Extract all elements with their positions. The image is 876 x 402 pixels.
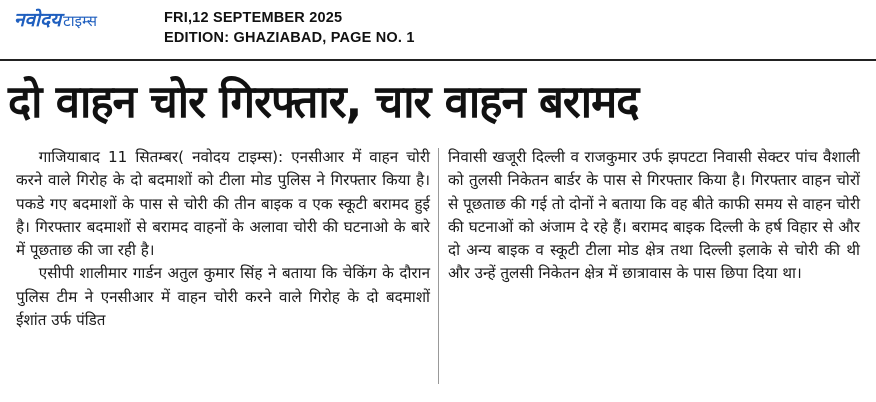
column-divider [438, 148, 439, 384]
logo-sub-text: टाइम्स [63, 12, 97, 30]
publication-date: FRI,12 SEPTEMBER 2025 [164, 10, 343, 26]
masthead [0, 0, 876, 60]
article-headline: दो वाहन चोर गिरफ्तार, चार वाहन बरामद [8, 75, 639, 128]
edition-info: EDITION: GHAZIABAD, PAGE NO. 1 [164, 30, 415, 46]
article-paragraph: निवासी खजूरी दिल्ली व राजकुमार उर्फ झपटटा निवासी सेक्टर पांच वैशाली को तुलसी निकेतन बार्डर के पास से गिरफ्तार किया है। गिरफ्तार वाहन चोरों से पूछताछ की गई तो दोनों ने बताया कि वह बीते काफी समय से वाहन चोरी की घटनाओं को अंजाम दे रहे हैं। बरामद बाइक दिल्ली के हर्ष विहार से और दो अन्य बाइक व स्कूटी टीला मोड क्षेत्र तथा दिल्ली इलाके से चोरी की थी और उन्हें तुलसी निकेतन क्षेत्र में छात्रावास के पास छिपा दिया था। [448, 148, 860, 283]
edition-meta [164, 8, 415, 48]
article-column-1 [16, 146, 430, 332]
article-paragraph: एसीपी शालीमार गार्डन अतुल कुमार सिंह ने बताया कि चेकिंग के दौरान पुलिस टीम ने एनसीआर में वाहन चोरी करने वाले गिरोह के दो बदमाशों ईशांत उर्फ पंडित [16, 264, 430, 330]
logo-main-text: नवोदय [14, 9, 62, 31]
newspaper-logo [14, 6, 97, 32]
article-paragraph: गाजियाबाद 11 सितम्बर( नवोदय टाइम्स): एनसीआर में वाहन चोरी करने वाले गिरोह के दो बदमाशों को टीला मोड पुलिस ने गिरफ्तार किया है। पकडे गए बदमाशों के पास से चोरी की तीन बाइक व एक स्कूटी बरामद हुई है। गिरफ्तार बदमाशों से बरामद वाहनों के अलावा चोरी की घटनाओ के बारे में पूछताछ की जा रही है। [16, 148, 430, 260]
article-column-2 [448, 146, 860, 286]
masthead-divider [0, 59, 876, 61]
